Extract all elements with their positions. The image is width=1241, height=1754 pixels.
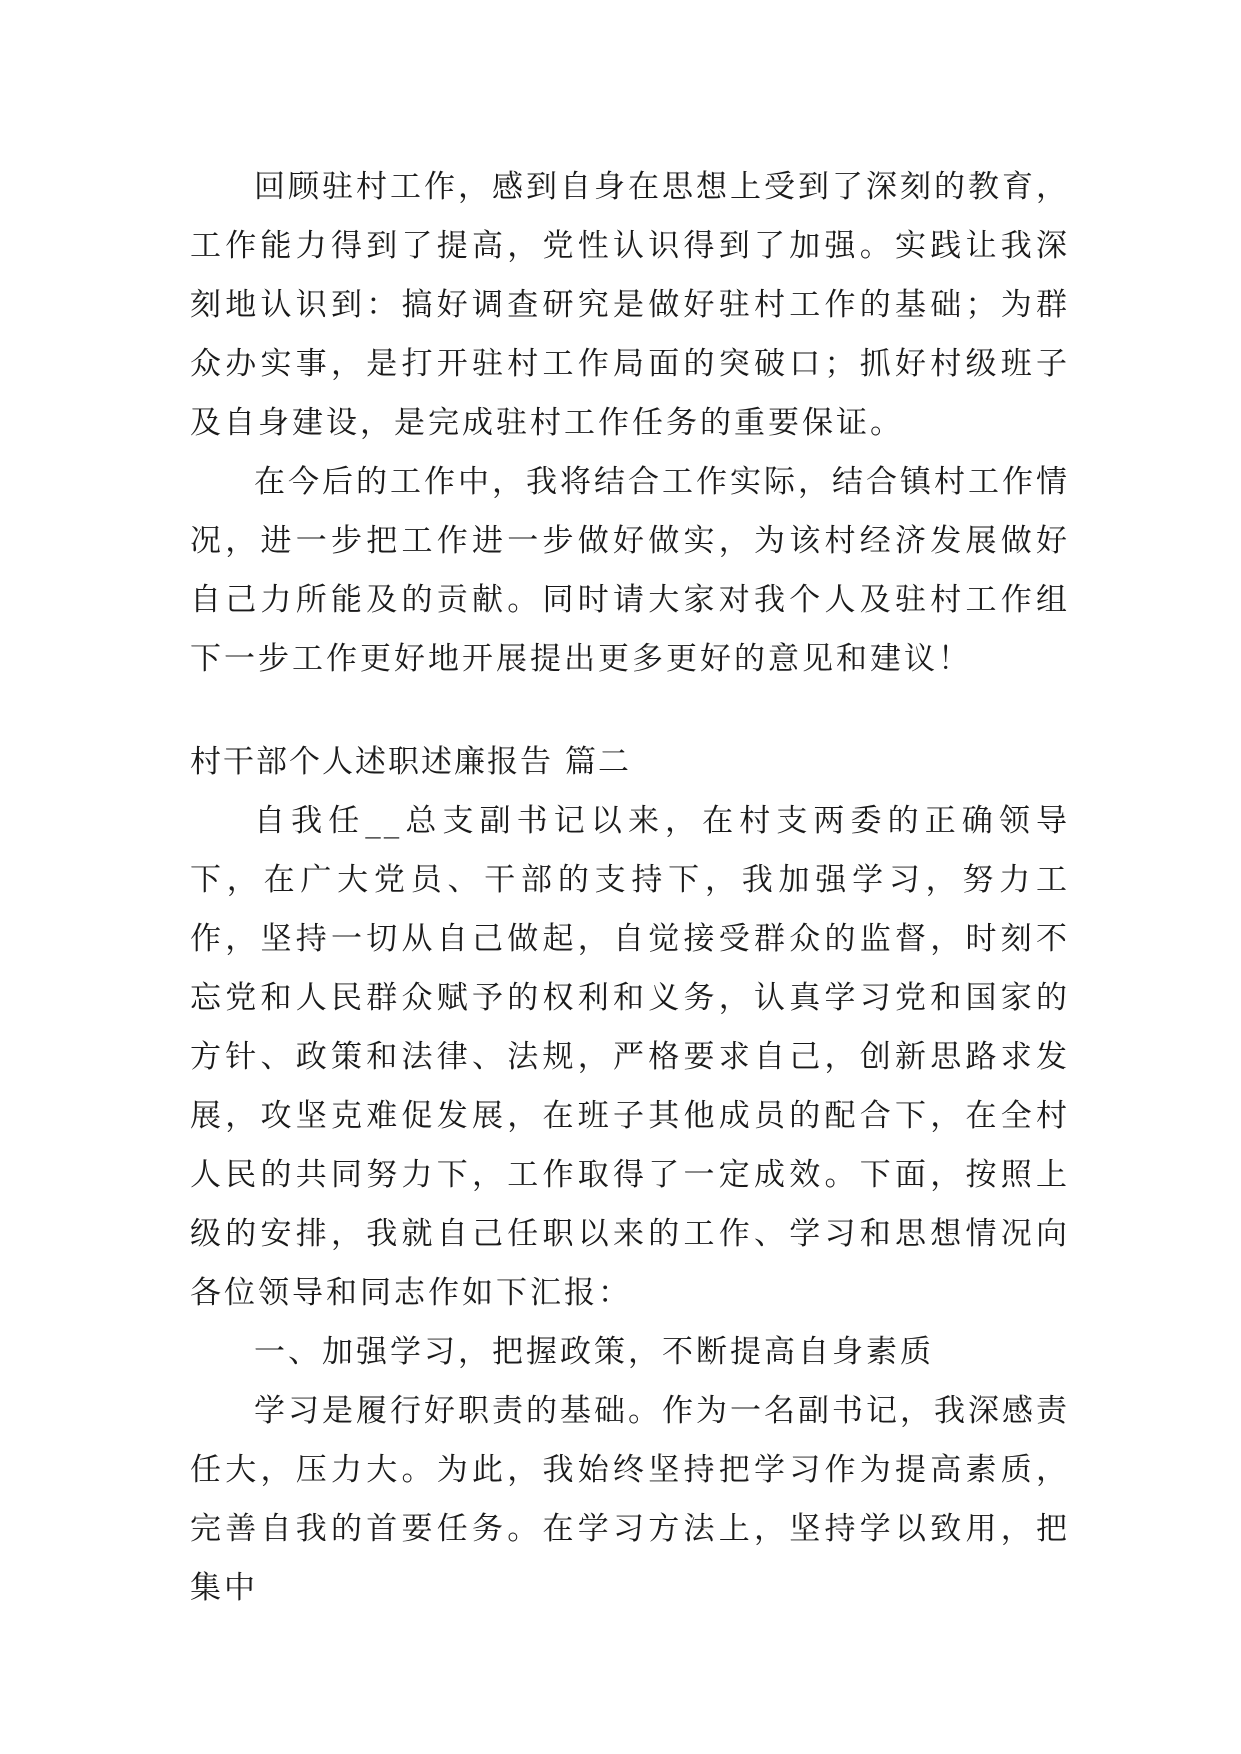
section-title-text: 村干部个人述职述廉报告 <box>190 744 553 780</box>
paragraph-intro: 自我任__总支副书记以来，在村支两委的正确领导下，在广大党员、干部的支持下，我加强学习，努力工作，坚持一切从自己做起，自觉接受群众的监督，时刻不忘党和人民群众赋予的权利和义务，认真学习党和国家的方针、政策和法律、法规，严格要求自己，创新思路求发展，攻坚克难促发展，在班子其他成员的配合下，在全村人民的共同努力下，工作取得了一定成效。下面，按照上级的安排，我就自己任职以来的工作、学习和思想情况向各位领导和同志作如下汇报： <box>190 803 1070 1311</box>
paragraph-study: 学习是履行好职责的基础。作为一名副书记，我深感责任大，压力大。为此，我始终坚持把学习作为提高素质，完善自我的首要任务。在学习方法上，坚持学以致用，把集中 <box>190 1393 1070 1606</box>
paragraph-review: 回顾驻村工作，感到自身在思想上受到了深刻的教育，工作能力得到了提高，党性认识得到了加强。实践让我深刻地认识到：搞好调查研究是做好驻村工作的基础；为群众办实事，是打开驻村工作局面的突破口；抓好村级班子及自身建设，是完成驻村工作任务的重要保证。 <box>190 169 1070 441</box>
section-label: 篇二 <box>565 744 631 780</box>
paragraph-future-work: 在今后的工作中，我将结合工作实际，结合镇村工作情况，进一步把工作进一步做好做实，为该村经济发展做好自己力所能及的贡献。同时请大家对我个人及驻村工作组下一步工作更好地开展提出更多更好的意见和建议！ <box>190 464 1070 677</box>
paragraph-subheading: 一、加强学习，把握政策，不断提高自身素质 <box>254 1334 934 1370</box>
section-spacer <box>190 689 1070 733</box>
document-body <box>190 158 1070 1618</box>
section-heading <box>190 733 1070 792</box>
